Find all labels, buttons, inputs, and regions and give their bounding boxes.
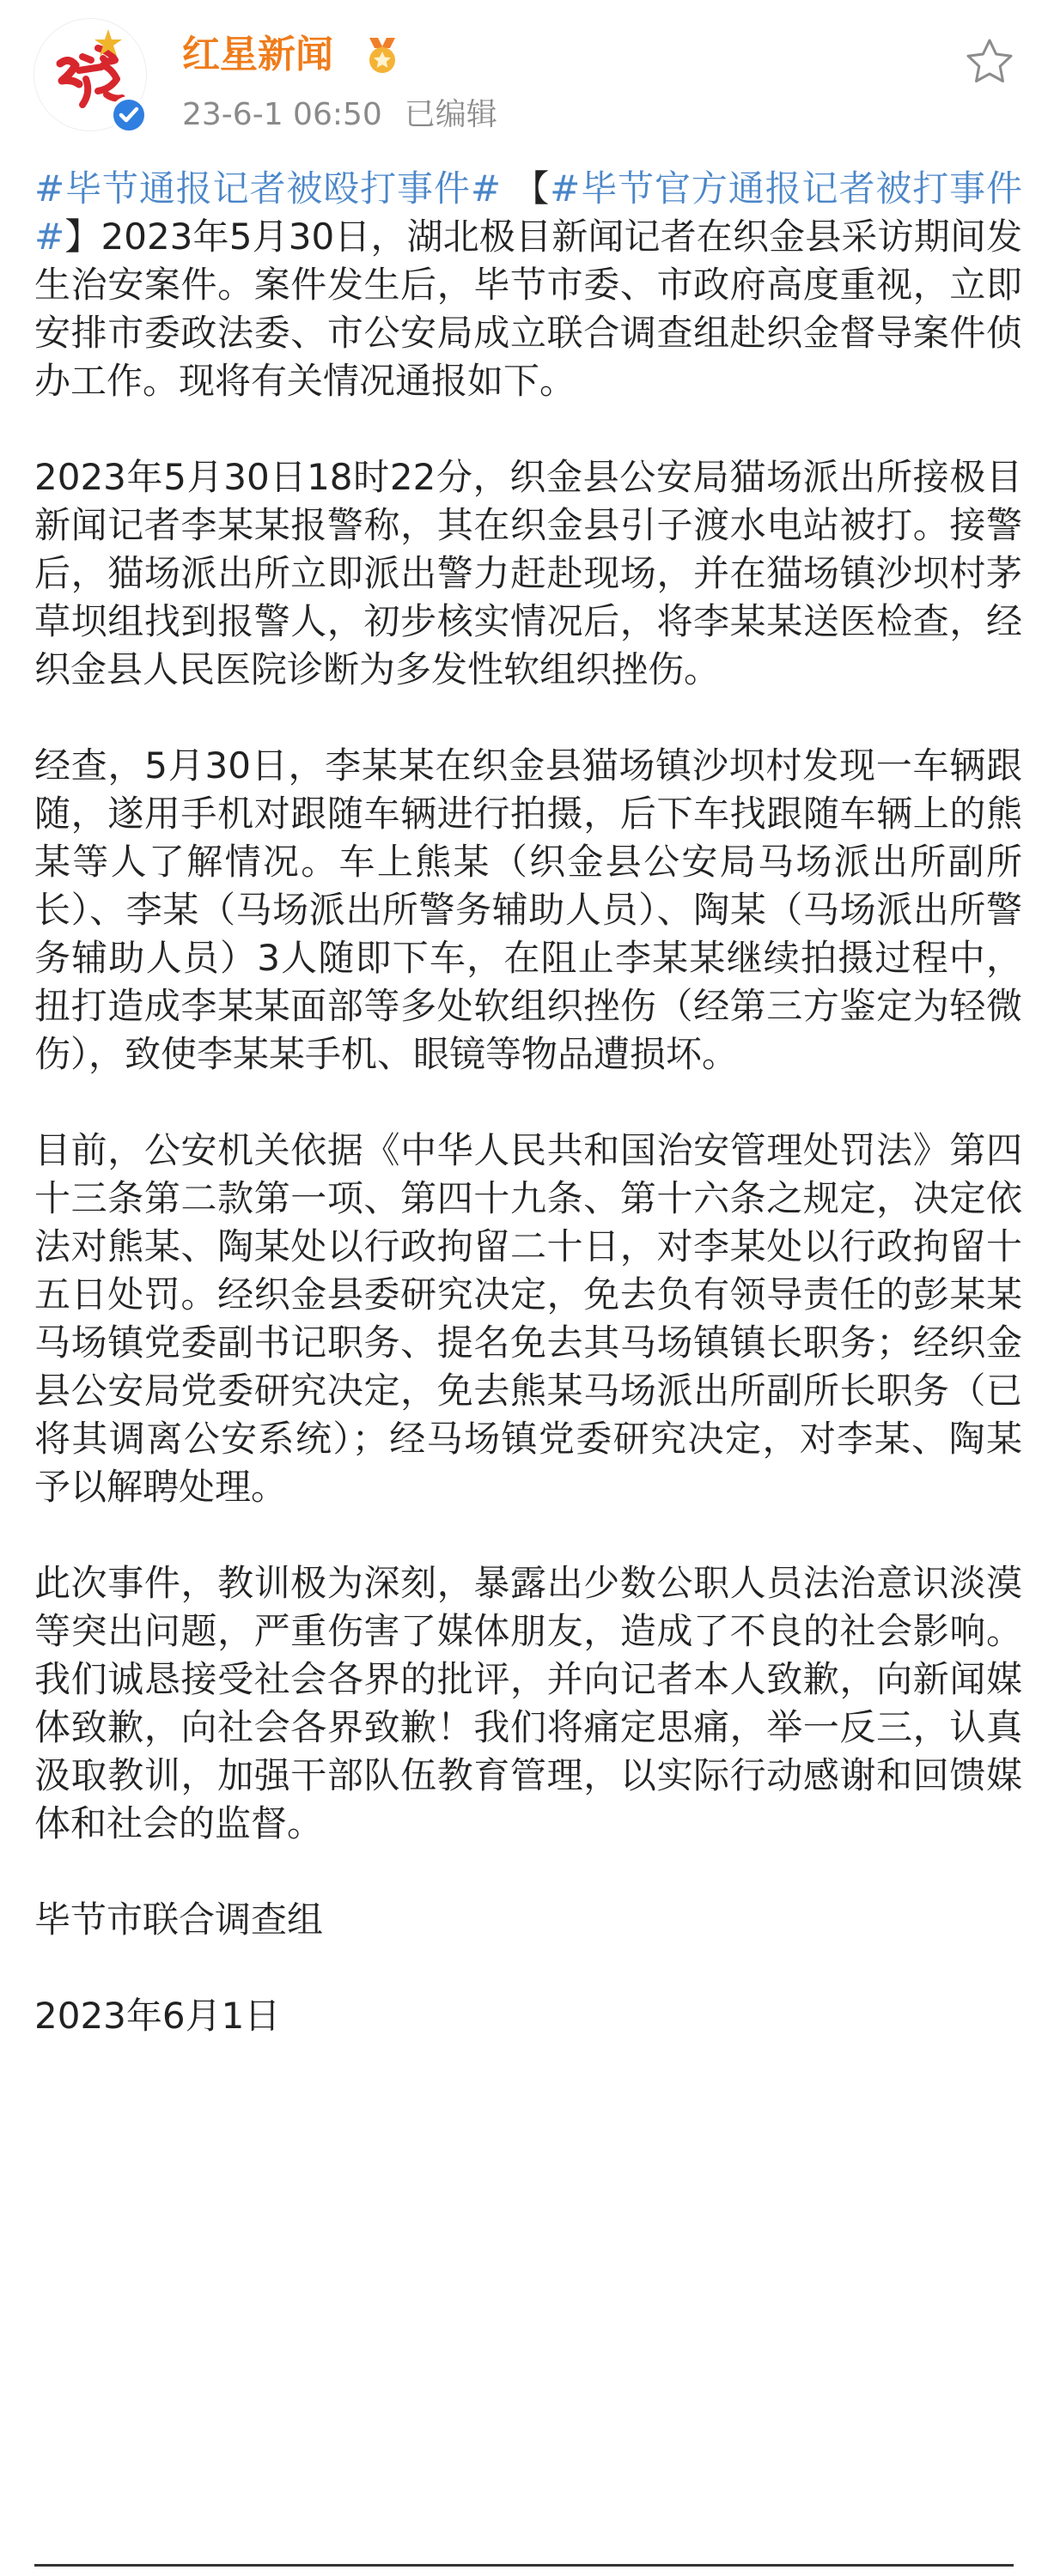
bracket-open: 【 <box>501 167 551 210</box>
post-header <box>0 0 1048 159</box>
author-name[interactable]: 红星新闻 <box>182 33 333 76</box>
paragraph-incident-report: 2023年5月30日18时22分，织金县公安局猫场派出所接极目新闻记者李某某报警称，其在织金县引子渡水电站被打。接警后，猫场派出所立即派出警力赶赴现场，并在猫场镇沙坝村茅草坝组找到报警人，初步核实情况后，将李某某送医检查，经织金县人民医院诊断为多发性软组织挫伤。 <box>34 456 1022 690</box>
signature-org: 毕节市联合调查组 <box>34 1899 324 1941</box>
paragraph-penalties: 目前，公安机关依据《中华人民共和国治安管理处罚法》第四十三条第二款第一项、第四十九条、第十六条之规定，决定依法对熊某、陶某处以行政拘留二十日，对李某处以行政拘留十五日处罚。经织金县委研究决定，免去负有领导责任的彭某某马场镇党委副书记职务、提名免去其马场镇镇长职务；经织金县公安局党委研究决定，免去熊某马场派出所副所长职务（已将其调离公安系统）；经马场镇党委研究决定，对李某、陶某予以解聘处理。 <box>34 1129 1022 1508</box>
verified-badge <box>110 96 148 134</box>
star-outline-icon <box>962 34 1017 89</box>
paragraph-intro-text: 2023年5月30日，湖北极目新闻记者在织金县采访期间发生治安案件。案件发生后，毕节市委、市政府高度重视，立即安排市委政法委、市公安局成立联合调查组赴织金督导案件侦办工作。现将有关情况通报如下。 <box>34 216 1022 402</box>
post-body <box>34 165 1022 2040</box>
edited-label[interactable]: 已编辑 <box>404 97 497 132</box>
bottom-divider <box>34 2564 1014 2567</box>
hashtag-link[interactable]: #毕节官方通报记者被打事件# <box>34 167 1022 258</box>
bracket-close: 】 <box>64 216 101 258</box>
verified-check-icon <box>113 100 144 131</box>
rank-badge[interactable] <box>361 34 404 77</box>
hashtag-link[interactable]: #毕节通报记者被殴打事件# <box>34 167 502 210</box>
signature-date: 2023年6月1日 <box>34 1995 281 2037</box>
post-timestamp: 23-6-1 06:50 <box>182 97 382 132</box>
favorite-button[interactable] <box>962 34 1017 89</box>
paragraph-apology: 此次事件，教训极为深刻，暴露出少数公职人员法治意识淡漠等突出问题，严重伤害了媒体朋友，造成了不良的社会影响。我们诚恳接受社会各界的批评，并向记者本人致歉，向新闻媒体致歉，向社会各界致歉！我们将痛定思痛，举一反三，认真汲取教训，加强干部队伍教育管理，以实际行动感谢和回馈媒体和社会的监督。 <box>34 1562 1022 1844</box>
paragraph-intro <box>34 165 1022 405</box>
medal-badge-icon <box>361 34 404 77</box>
post-meta <box>182 96 497 134</box>
paragraph-investigation: 经查，5月30日，李某某在织金县猫场镇沙坝村发现一车辆跟随，遂用手机对跟随车辆进行拍摄，后下车找跟随车辆上的熊某等人了解情况。车上熊某（织金县公安局马场派出所副所长）、李某（马场派出所警务辅助人员）、陶某（马场派出所警务辅助人员）3人随即下车，在阻止李某某继续拍摄过程中，扭打造成李某某面部等多处软组织挫伤（经第三方鉴定为轻微伤），致使李某某手机、眼镜等物品遭损坏。 <box>34 744 1022 1075</box>
